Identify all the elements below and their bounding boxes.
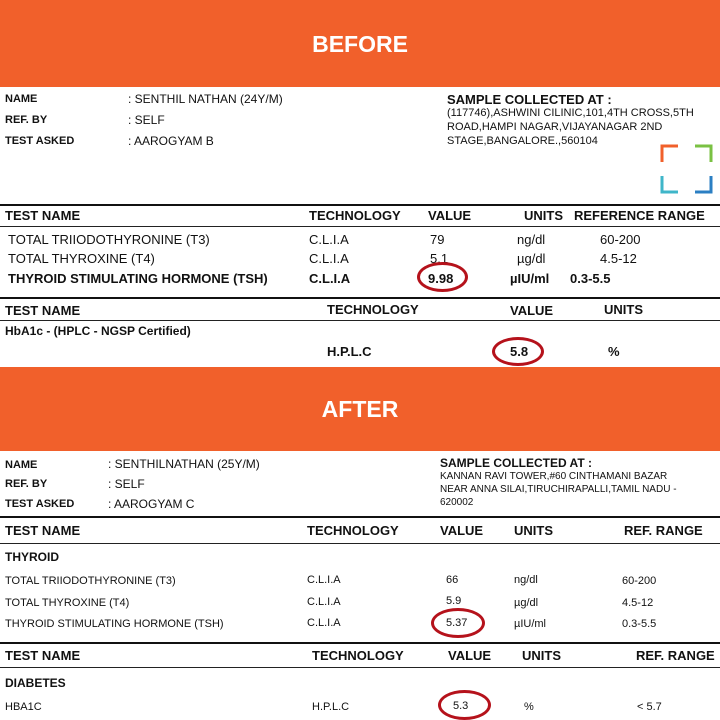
after-t4-range: 4.5-12 [622,597,654,609]
after-col-units: UNITS [514,523,553,538]
before-t3-range: 60-200 [600,232,641,247]
before-banner [0,0,720,87]
before-hba1c-unit: % [608,344,620,359]
before-tsh-value: 9.98 [428,271,454,286]
lab-logo-icon [660,144,713,194]
before-col-test-name: TEST NAME [5,208,81,223]
after-sample-line: 620002 [440,497,474,508]
before-test-asked-label: TEST ASKED [5,135,75,147]
after-hba1c-tech: H.P.L.C [312,701,350,713]
before-tsh-range: 0.3-5.5 [570,271,611,286]
after-diabetes-col-value: VALUE [448,648,492,663]
before-col-value: VALUE [428,208,472,223]
before-hba1c-col-technology: TECHNOLOGY [327,302,419,317]
before-hba1c-name: HbA1c - (HPLC - NGSP Certified) [5,324,191,338]
after-t4-name: TOTAL THYROXINE (T4) [5,597,130,609]
before-tsh-unit: µIU/ml [510,271,550,286]
after-tsh-unit: µIU/ml [514,618,547,630]
after-sample-heading: SAMPLE COLLECTED AT : [440,456,592,470]
after-col-test-name: TEST NAME [5,523,81,538]
after-hba1c-highlight-circle [438,690,491,720]
before-hba1c-value: 5.8 [510,344,529,359]
before-sample-line: STAGE,BANGALORE.,560104 [447,135,598,147]
before-banner-label: BEFORE [312,31,408,57]
after-t3-range: 60-200 [622,575,657,587]
before-hba1c-col-units: UNITS [604,302,643,317]
after-banner [0,367,720,451]
before-tsh-name: THYROID STIMULATING HORMONE (TSH) [8,271,268,286]
after-sample-line: NEAR ANNA SILAI,TIRUCHIRAPALLI,TAMIL NADU - [440,484,677,495]
after-tsh-value: 5.37 [446,617,468,629]
before-t4-range: 4.5-12 [600,251,637,266]
before-name-label: NAME [5,93,38,105]
after-hba1c-name: HBA1C [5,701,42,713]
before-hba1c-col-value: VALUE [510,303,554,318]
after-t3-name: TOTAL TRIIODOTHYRONINE (T3) [5,575,176,587]
before-t3-value: 79 [430,232,445,247]
after-name-value: : SENTHILNATHAN (25Y/M) [108,457,260,471]
before-ref-label: REF. BY [5,114,48,126]
after-t4-unit: µg/dl [514,597,539,609]
after-diabetes-col-test-name: TEST NAME [5,648,81,663]
after-hba1c-unit: % [524,701,534,713]
after-tsh-range: 0.3-5.5 [622,618,657,630]
before-t4-value: 5.1 [430,251,449,266]
before-t4-name: TOTAL THYROXINE (T4) [8,251,155,266]
before-t3-tech: C.L.I.A [309,232,349,247]
after-t3-value: 66 [446,574,459,586]
after-ref-label: REF. BY [5,478,48,490]
before-col-reference-range: REFERENCE RANGE [574,208,705,223]
after-thyroid-section: THYROID [5,550,59,564]
before-hba1c-col-test-name: TEST NAME [5,303,81,318]
after-tsh-highlight-circle [431,608,485,638]
after-diabetes-col-ref-range: REF. RANGE [636,648,715,663]
before-col-technology: TECHNOLOGY [309,208,401,223]
before-tsh-tech: C.L.I.A [309,271,351,286]
before-t4-tech: C.L.I.A [309,251,349,266]
before-t4-unit: µg/dl [517,251,546,266]
before-ref-value: : SELF [128,113,165,127]
before-sample-line: ROAD,HAMPI NAGAR,VIJAYANAGAR 2ND [447,121,663,133]
after-t4-tech: C.L.I.A [307,596,341,608]
after-t4-value: 5.9 [446,595,462,607]
after-col-value: VALUE [440,523,484,538]
after-ref-value: : SELF [108,477,145,491]
after-diabetes-col-units: UNITS [522,648,561,663]
after-t3-unit: ng/dl [514,574,538,586]
after-col-ref-range: REF. RANGE [624,523,703,538]
before-t3-name: TOTAL TRIIODOTHYRONINE (T3) [8,232,210,247]
after-sample-line: KANNAN RAVI TOWER,#60 CINTHAMANI BAZAR [440,471,668,482]
after-test-asked-value: : AAROGYAM C [108,497,195,511]
before-test-asked-value: : AAROGYAM B [128,134,214,148]
after-col-technology: TECHNOLOGY [307,523,399,538]
before-hba1c-tech: H.P.L.C [327,344,372,359]
after-diabetes-section: DIABETES [5,676,66,690]
before-hba1c-highlight-circle [492,337,544,366]
before-col-units: UNITS [524,208,563,223]
after-test-asked-label: TEST ASKED [5,498,75,510]
after-name-label: NAME [5,459,38,471]
after-banner-label: AFTER [321,396,399,422]
after-hba1c-range: < 5.7 [637,701,662,713]
before-t3-unit: ng/dl [517,232,546,247]
after-hba1c-value: 5.3 [453,700,469,712]
after-tsh-tech: C.L.I.A [307,617,341,629]
after-diabetes-col-technology: TECHNOLOGY [312,648,404,663]
after-t3-tech: C.L.I.A [307,574,341,586]
after-tsh-name: THYROID STIMULATING HORMONE (TSH) [5,618,224,630]
before-tsh-highlight-circle [417,262,468,292]
before-sample-line: (117746),ASHWINI CILINIC,101,4TH CROSS,5TH [447,107,694,119]
before-sample-heading: SAMPLE COLLECTED AT : [447,92,612,107]
before-name-value: : SENTHIL NATHAN (24Y/M) [128,92,283,106]
